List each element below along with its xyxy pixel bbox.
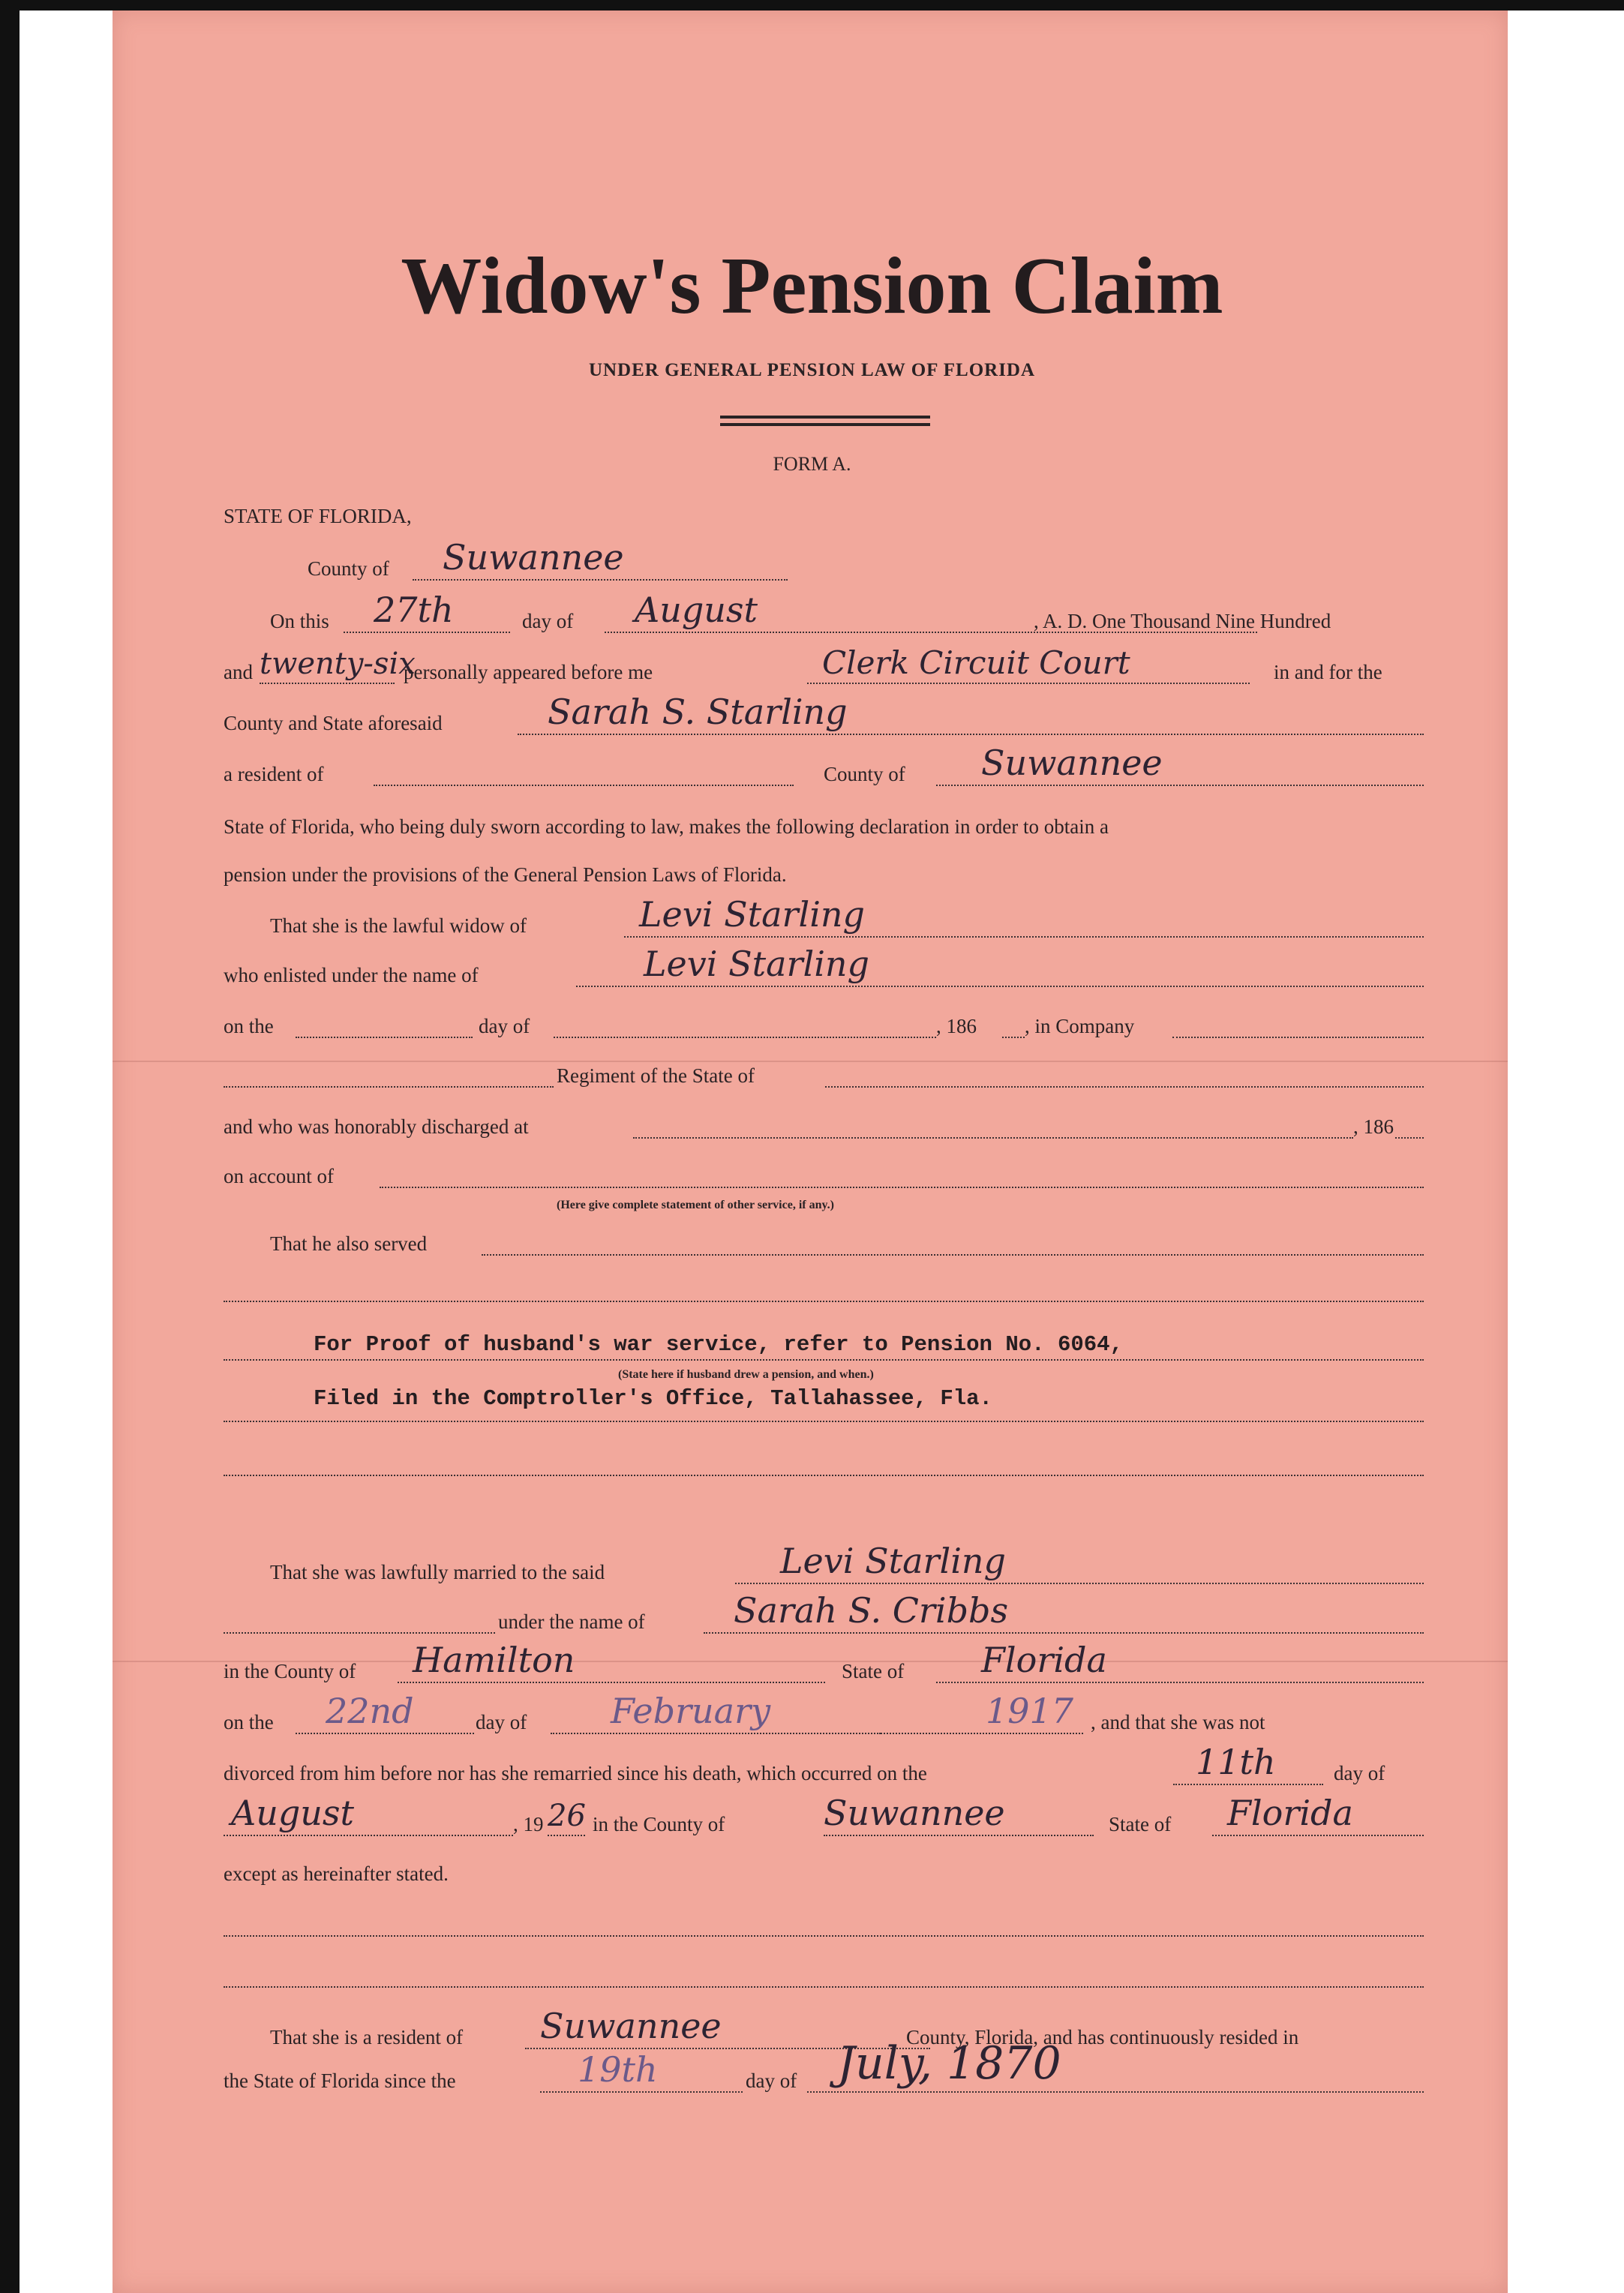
service-year-field[interactable] xyxy=(1002,1007,1025,1038)
residence-county-handwriting: Suwannee xyxy=(540,2006,722,2046)
blank-line-1 xyxy=(224,1475,1424,1476)
marriage-state-label: State of xyxy=(842,1660,905,1682)
discharged-field[interactable] xyxy=(633,1107,1353,1139)
death-year-handwriting: 26 xyxy=(548,1799,586,1833)
death-day-of-label: day of xyxy=(1334,1762,1385,1784)
death-day-field[interactable] xyxy=(1173,1742,1323,1785)
regiment-state-field[interactable] xyxy=(825,1056,1424,1088)
month-handwriting: August xyxy=(635,590,758,630)
company-label: , in Company xyxy=(1025,1015,1135,1037)
title-rule-top xyxy=(720,416,930,419)
year-field[interactable] xyxy=(260,647,416,684)
maiden-prefix-field[interactable] xyxy=(224,1602,495,1634)
also-served-field[interactable] xyxy=(482,1224,1424,1256)
not-divorced-label: , and that she was not xyxy=(1091,1711,1265,1733)
since-day-field[interactable] xyxy=(540,2049,743,2093)
county-field[interactable] xyxy=(413,537,788,581)
service-month-field[interactable] xyxy=(554,1007,936,1038)
widow-label: That she is the lawful widow of xyxy=(270,914,527,937)
death-county-handwriting: Suwannee xyxy=(824,1793,1005,1833)
appeared-label: personally appeared before me xyxy=(404,661,653,683)
scan-top-border xyxy=(0,0,1624,11)
account-row xyxy=(224,1155,1424,1193)
marriage-county-handwriting: Hamilton xyxy=(413,1640,575,1680)
marriage-state-handwriting: Florida xyxy=(981,1640,1107,1680)
state-row xyxy=(224,495,1424,533)
widow-field[interactable] xyxy=(624,894,1424,938)
also-served-blank-line xyxy=(224,1301,1424,1302)
enlisted-label: who enlisted under the name of xyxy=(224,964,479,986)
pension-note: (State here if husband drew a pension, and when.) xyxy=(618,1368,874,1381)
pension-form-paper xyxy=(113,11,1508,2293)
marriage-month-field[interactable] xyxy=(551,1691,881,1734)
marriage-day-field[interactable] xyxy=(296,1691,474,1734)
since-day-handwriting: 19th xyxy=(578,2049,658,2090)
proof-typed-line-2: Filed in the Comptroller's Office, Tallahassee, Fla. xyxy=(314,1386,992,1411)
proof-line-1-rule xyxy=(224,1359,1424,1361)
since-month-year-handwriting: July, 1870 xyxy=(837,2037,1061,2090)
form-subtitle: UNDER GENERAL PENSION LAW OF FLORIDA xyxy=(588,360,1036,380)
ad-label: , A. D. One Thousand Nine Hundred xyxy=(1034,610,1331,632)
county-state-label: County and State aforesaid xyxy=(224,712,443,734)
death-month-field[interactable] xyxy=(224,1793,513,1836)
death-place-row xyxy=(224,1793,1424,1841)
death-text: divorced from him before nor has she remarried since his death, which occurred on the xyxy=(224,1762,927,1784)
form-label: FORM A. xyxy=(773,453,851,475)
service-day-of-label: day of xyxy=(479,1015,530,1037)
discharged-label: and who was honorably discharged at xyxy=(224,1115,529,1138)
state-label: STATE OF FLORIDA, xyxy=(224,505,412,527)
regiment-field[interactable] xyxy=(224,1056,554,1088)
residence-county-text: County, Florida, and has continuously resided in xyxy=(906,2026,1299,2048)
resident-of-label: a resident of xyxy=(224,763,324,785)
marriage-county-label: in the County of xyxy=(224,1660,356,1682)
day-handwriting: 27th xyxy=(374,590,454,630)
proof-typed-line-1: For Proof of husband's war service, refer to Pension No. 6064, xyxy=(314,1332,1123,1357)
death-state-field[interactable] xyxy=(1212,1793,1424,1836)
marriage-day-handwriting: 22nd xyxy=(326,1691,414,1731)
death-row xyxy=(224,1742,1424,1790)
resident-city-field[interactable] xyxy=(374,755,794,786)
day-field[interactable] xyxy=(344,590,510,633)
claimant-handwriting: Sarah S. Starling xyxy=(548,692,848,732)
except-row xyxy=(224,1853,1424,1890)
marriage-year-field[interactable] xyxy=(881,1691,1083,1734)
married-row xyxy=(224,1541,1424,1589)
marriage-place-row xyxy=(224,1640,1424,1688)
death-year-field[interactable] xyxy=(548,1799,586,1836)
husband-handwriting: Levi Starling xyxy=(780,1541,1006,1581)
widow-handwriting: Levi Starling xyxy=(639,894,865,935)
proof-line-2-rule xyxy=(224,1421,1424,1422)
on-account-label: on account of xyxy=(224,1165,334,1187)
residence-label: That she is a resident of xyxy=(270,2026,464,2048)
since-day-of-label: day of xyxy=(746,2069,797,2092)
death-county-label: in the County of xyxy=(593,1813,725,1835)
marriage-date-row xyxy=(224,1691,1424,1739)
county-handwriting: Suwannee xyxy=(443,537,624,578)
death-state-handwriting: Florida xyxy=(1227,1793,1353,1833)
death-year-prefix: , 19 xyxy=(513,1813,544,1835)
marriage-day-of-label: day of xyxy=(476,1711,527,1733)
in-and-for-label: in and for the xyxy=(1274,661,1382,683)
husband-field[interactable] xyxy=(735,1541,1424,1584)
death-month-handwriting: August xyxy=(231,1793,355,1833)
regiment-row xyxy=(224,1055,1424,1092)
service-day-field[interactable] xyxy=(296,1007,473,1038)
regiment-label: Regiment of the State of xyxy=(557,1064,755,1087)
service-date-row xyxy=(224,1005,1424,1043)
county-label: County of xyxy=(308,557,389,580)
discharged-year-field[interactable] xyxy=(1395,1107,1424,1139)
blank-line-2 xyxy=(224,1935,1424,1937)
death-county-field[interactable] xyxy=(824,1793,1094,1836)
resident-county-handwriting: Suwannee xyxy=(981,743,1163,783)
officer-handwriting: Clerk Circuit Court xyxy=(822,644,1130,681)
form-title: Widow's Pension Claim xyxy=(401,242,1223,331)
on-this-label: On this xyxy=(270,610,329,632)
except-text: except as hereinafter stated. xyxy=(224,1862,449,1885)
blank-line-3 xyxy=(224,1986,1424,1988)
claimant-field[interactable] xyxy=(518,692,1424,735)
enlisted-row xyxy=(224,944,1424,992)
discharged-year-label: , 186 xyxy=(1353,1115,1394,1138)
other-service-note: (Here give complete statement of other service, if any.) xyxy=(557,1199,834,1211)
discharge-row xyxy=(224,1106,1424,1143)
marriage-state-field[interactable] xyxy=(936,1640,1424,1683)
claimant-row xyxy=(224,692,1424,740)
on-the-label: on the xyxy=(224,1015,274,1037)
appeared-row xyxy=(224,644,1424,689)
enlisted-field[interactable] xyxy=(576,944,1424,987)
marriage-county-field[interactable] xyxy=(398,1640,825,1683)
date-row xyxy=(224,590,1424,638)
since-label: the State of Florida since the xyxy=(224,2069,456,2092)
also-served-label: That he also served xyxy=(270,1232,428,1255)
year-handwriting: twenty-six xyxy=(260,647,416,681)
county-row xyxy=(224,537,1424,585)
county-of-label: County of xyxy=(824,763,905,785)
marriage-year-handwriting: 1917 xyxy=(986,1691,1074,1731)
declaration-row-2 xyxy=(224,854,1424,891)
under-name-label: under the name of xyxy=(498,1610,645,1633)
officer-field[interactable] xyxy=(807,644,1250,684)
resident-row xyxy=(224,743,1424,791)
residence-row xyxy=(224,2006,1424,2054)
service-year-label: , 186 xyxy=(936,1015,977,1037)
declaration-text-1: State of Florida, who being duly sworn according to law, makes the following declaration in order to obtain a xyxy=(224,815,1109,838)
title-rule-bottom xyxy=(720,423,930,426)
death-day-handwriting: 11th xyxy=(1196,1742,1276,1782)
day-of-label: day of xyxy=(522,610,574,632)
on-account-field[interactable] xyxy=(380,1157,1424,1188)
maiden-name-row xyxy=(224,1590,1424,1638)
declaration-row-1 xyxy=(224,806,1424,843)
declaration-text-2: pension under the provisions of the General Pension Laws of Florida. xyxy=(224,863,787,886)
married-label: That she was lawfully married to the said xyxy=(270,1561,605,1583)
marriage-on-the-label: on the xyxy=(224,1711,274,1733)
resident-county-field[interactable] xyxy=(936,743,1424,786)
and-label: and xyxy=(224,661,253,683)
maiden-name-handwriting: Sarah S. Cribbs xyxy=(734,1590,1009,1631)
scan-left-border xyxy=(0,0,20,2293)
death-state-label: State of xyxy=(1109,1813,1172,1835)
maiden-name-field[interactable] xyxy=(704,1590,1424,1634)
marriage-month-handwriting: February xyxy=(611,1691,771,1731)
widow-row xyxy=(224,894,1424,942)
company-field[interactable] xyxy=(1172,1007,1424,1038)
enlisted-handwriting: Levi Starling xyxy=(644,944,869,984)
also-served-row xyxy=(224,1223,1424,1260)
